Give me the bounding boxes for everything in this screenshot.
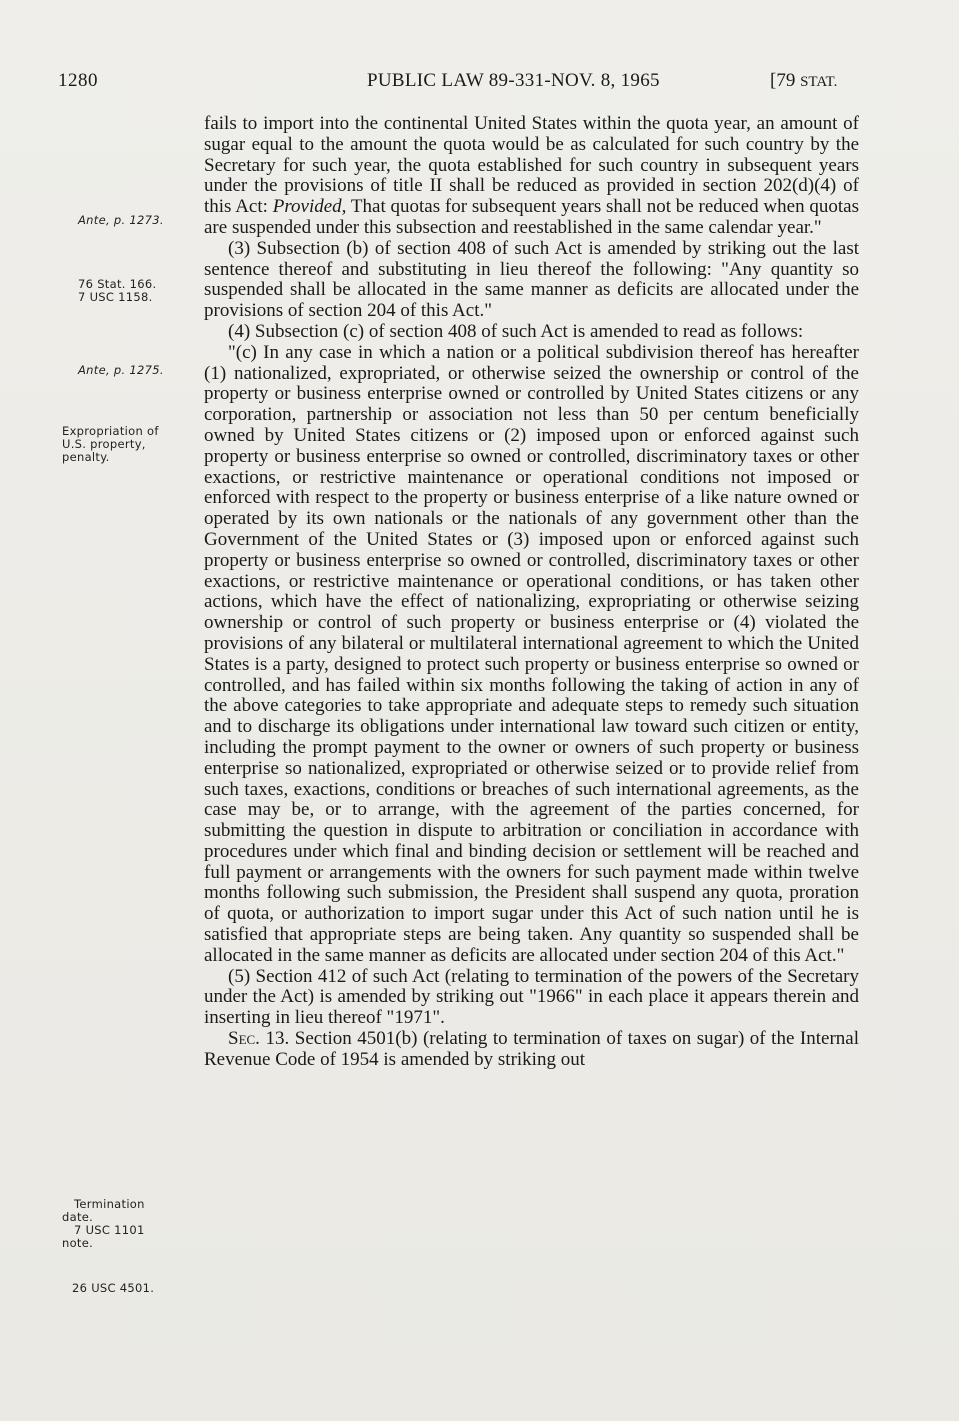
section-label: Sec. 13. [228,1028,290,1050]
volume-reference [770,70,837,92]
margin-note-line: 7 USC 1101 [74,1223,145,1237]
margin-note-expropriation [62,425,200,464]
margin-note-text: Ante, p. 1275. [78,363,164,377]
paragraph-quota-reduction [204,114,859,239]
paragraph-text: fails to import into the continental United States within the quota year, an amount of sugar equal to the amount the quota would be as calculated for such country by the Secretary for such year, the quota established for such country in subsequent years under the provisions of title II shall be reduced as provided in section 202(d)(4) of this Act: [204,113,859,218]
margin-note-text: Ante, p. 1273. [78,213,164,227]
body-text [204,114,859,1071]
margin-note-termination-date [62,1198,200,1250]
margin-note-line: 76 Stat. 166. [78,277,157,291]
paragraph-subsection-3: (3) Subsection (b) of section 408 of such Act is amended by striking out the last sentence thereof and substituting in lieu thereof the following: "Any quantity so suspended shall be allocated in the same manner as deficits are allocated under the provisions of section 204 of this Act." [204,237,859,322]
margin-note-line: Expropriation of [62,424,159,438]
paragraph-subsection-5: (5) Section 412 of such Act (relating to termination of the powers of the Secretary under the Act) is amended by striking out "1966" in each place it appears therein and inserting in lieu thereof "1971". [204,965,859,1029]
margin-note-line: penalty. [62,450,110,464]
margin-note-text: 26 USC 4501. [72,1281,155,1295]
paragraph-text: Section 4501(b) (relating to termination of taxes on sugar) of the Internal Revenue Code of 1954 is amended by striking out [204,1028,859,1070]
paragraph-subsection-c: "(c) In any case in which a nation or a political subdivision thereof has hereafter (1) nationalized, expropriated, or otherwise seized the ownership or control of the property or business enterprise owned or controlled by United States citizens or any corporation, partnership or association not less than 50 per centum beneficially owned by United States citizens or (2) imposed upon or enforced against such property or business enterprise so owned or controlled, discriminatory taxes or other exactions, or restrictive maintenance or operational conditions not imposed or enforced with respect to the property or business enterprise of a like nature owned or operated by its own nationals or the nationals of any government other than the Government of the United States or (3) imposed upon or enforced against such property or business enterprise so owned or controlled, discriminatory taxes or other exactions, or restrictive maintenance or operational conditions, or has taken other actions, which have the effect of nationalizing, expropriating or otherwise seizing ownership or control of such property or business enterprise or (4) violated the provisions of any bilateral or multilateral international agreement to which the United States is a party, designed to protect such property or business enterprise so owned or controlled, and has failed within six months following the taking of action in any of the above categories to take appropriate and adequate steps to remedy such situation and to discharge its obligations under international law toward such citizen or entity, including the prompt payment to the owner or owners of such property or business enterprise so nationalized, expropriated or otherwise seized or to provide relief from such taxes, exactions, conditions or breaches of such international agreements, as the case may be, or to arrange, with the agreement of the parties concerned, for submitting the question in dispute to arbitration or conciliation in accordance with procedures under which final and binding decision or settlement will be reached and full payment or arrangements with the owners for such payment made within twelve months following such submission, the President shall suspend any quota, proration of quota, or authorization to import sugar under this Act of such nation until he is satisfied that appropriate steps are being taken. Any quantity so suspended shall be allocated in the same manner as deficits are allocated under section 204 of this Act." [204,341,859,966]
paragraph-text: That quotas for subsequent years shall not be reduced when quotas are suspended under this subsection and reestablished in the same calendar year." [204,196,859,238]
running-header-title: PUBLIC LAW 89-331-NOV. 8, 1965 [367,70,660,91]
provided-keyword: Provided, [272,196,347,218]
margin-note-76-stat-166 [78,278,216,304]
volume-stat-label: STAT. [800,74,838,90]
margin-note-ante-1275 [78,364,216,377]
page-number: 1280 [58,70,98,91]
margin-note-line: date. [62,1210,94,1224]
margin-note-line: Termination [74,1197,145,1211]
margin-note-ante-1273 [78,214,216,227]
paragraph-subsection-4: (4) Subsection (c) of section 408 of such Act is amended to read as follows: [228,320,804,342]
margin-note-line: U.S. property, [62,437,146,451]
margin-note-26-usc-4501 [72,1282,210,1295]
volume-number: [79 [770,70,796,91]
margin-note-line: 7 USC 1158. [78,290,153,304]
paragraph-section-13 [204,1029,859,1071]
margin-note-line: note. [62,1236,94,1250]
